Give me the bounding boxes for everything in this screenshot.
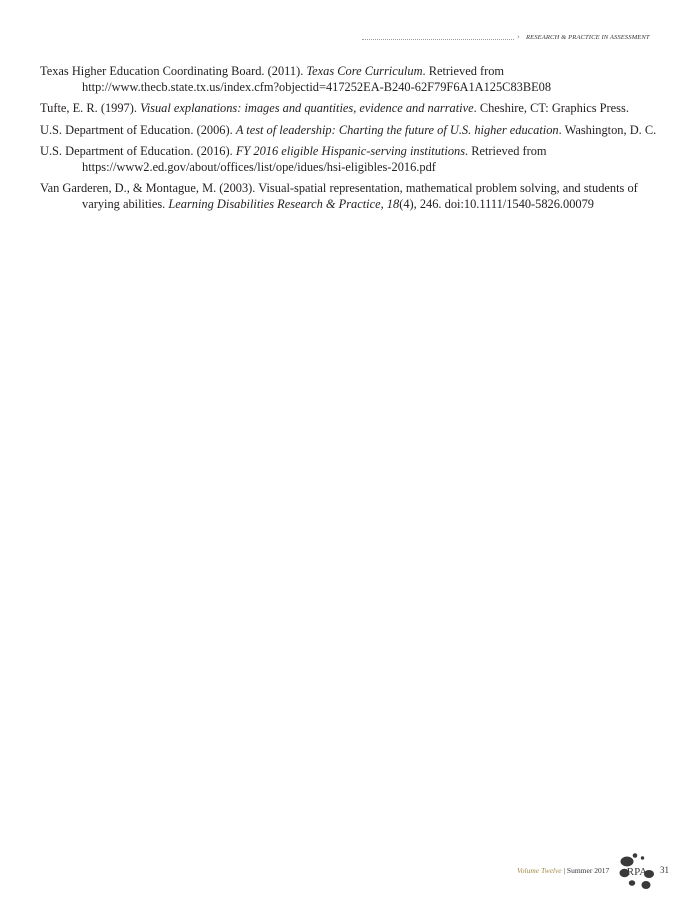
footer-separator: |	[561, 866, 567, 875]
reference-authors: U.S. Department of Education. (2016).	[40, 144, 233, 158]
reference-item	[40, 101, 662, 117]
reference-rest: . Retrieved from http://www.thecb.state.tx.us/index.cfm?objectid=417252EA-B240-62F79F6A1A125C83BE08	[82, 64, 552, 94]
journal-title: RESEARCH & PRACTICE IN ASSESSMENT	[526, 34, 650, 41]
reference-rest: (4), 246. doi:10.1111/1540-5826.00079	[399, 196, 594, 211]
footer-volume: Volume Twelve	[517, 866, 562, 875]
page-number: 31	[660, 865, 669, 875]
footer-issue: Summer 2017	[566, 866, 610, 875]
reference-title: FY 2016 eligible Hispanic-serving institutions	[235, 144, 466, 158]
header-dotted-rule	[362, 39, 514, 40]
reference-title: A test of leadership: Charting the future of U.S. higher education	[235, 122, 559, 137]
reference-rest: . Retrieved from https://www2.ed.gov/about/offices/list/ope/idues/hsi-eligibles-2016.pdf	[82, 144, 547, 174]
header-arrow-icon: ›	[517, 33, 520, 41]
reference-title: Visual explanations: images and quantities, evidence and narrative	[140, 101, 474, 115]
reference-rest: . Cheshire, CT: Graphics Press.	[473, 101, 629, 115]
logo-text: RPA	[626, 866, 648, 878]
reference-rest: . Washington, D. C.	[558, 122, 657, 137]
page-footer	[500, 852, 670, 892]
reference-authors: Tufte, E. R. (1997).	[40, 101, 137, 115]
rpa-logo-icon	[618, 852, 656, 890]
running-header	[362, 34, 662, 44]
reference-title: Learning Disabilities Research & Practice, 18	[168, 196, 400, 211]
reference-authors: U.S. Department of Education. (2006).	[40, 122, 233, 137]
reference-item	[40, 144, 662, 175]
reference-authors: Van Garderen, D., & Montague, M. (2003). Visual-spatial representation, mathematical problem solving, and students of varying abilities.	[40, 181, 638, 211]
reference-item	[40, 181, 662, 212]
footer-issue-line	[517, 866, 609, 875]
reference-list	[40, 64, 662, 218]
reference-authors: Texas Higher Education Coordinating Board. (2011).	[40, 64, 304, 78]
reference-item	[40, 123, 662, 139]
reference-item	[40, 64, 662, 95]
reference-title: Texas Core Curriculum	[306, 64, 423, 78]
